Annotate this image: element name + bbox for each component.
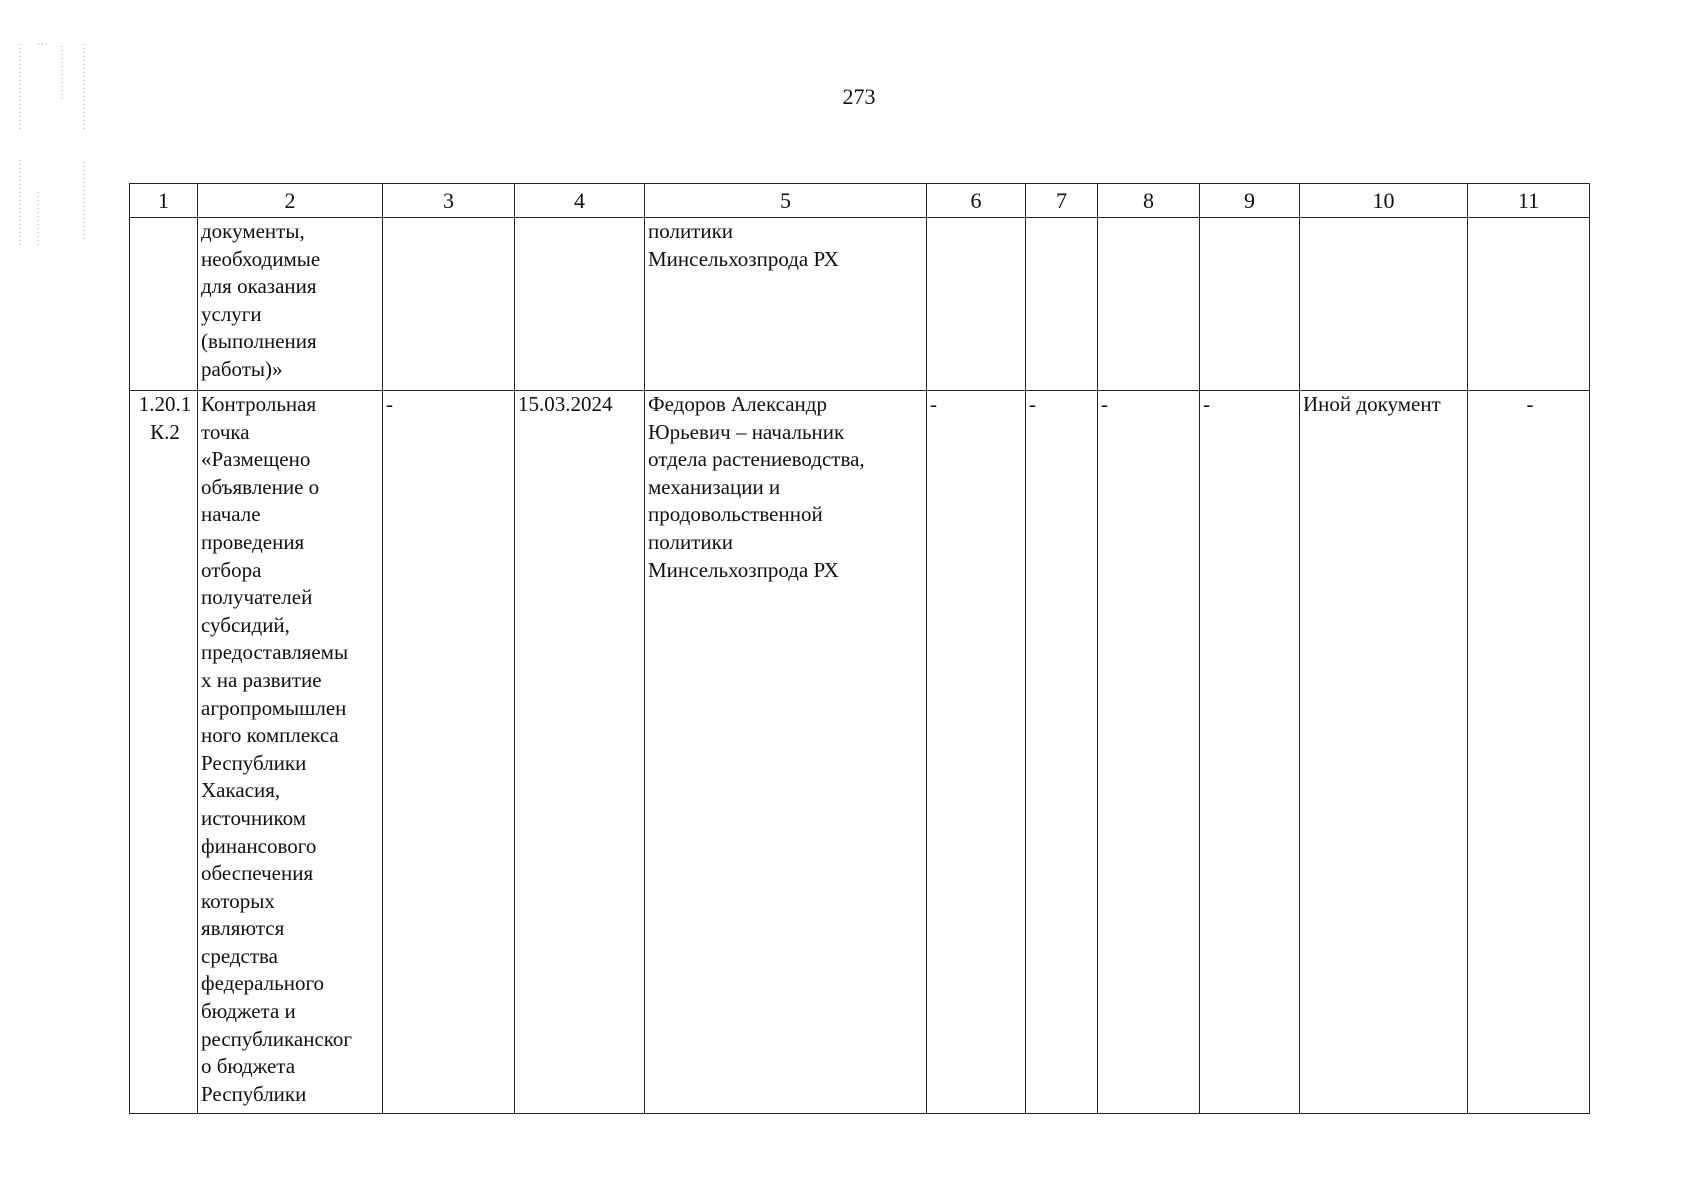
header-cell: 8 <box>1098 184 1200 218</box>
cell-col6: - <box>927 391 1026 1114</box>
cell-col7: - <box>1026 391 1098 1114</box>
cell-name: документы, необходимые для оказания услуги (выполнения работы)» <box>198 218 383 391</box>
document-table <box>129 183 1590 1114</box>
header-cell: 9 <box>1200 184 1300 218</box>
header-cell: 11 <box>1468 184 1590 218</box>
cell-document-type: Иной документ <box>1300 391 1468 1114</box>
cell-col9 <box>1200 218 1300 391</box>
cell-col8: - <box>1098 391 1200 1114</box>
table-row <box>130 391 1590 1114</box>
scan-margin-marks <box>18 42 90 252</box>
cell-number: 1.20.1 К.2 <box>130 391 198 1114</box>
cell-number <box>130 218 198 391</box>
cell-responsible: политики Минсельхозпрода РХ <box>645 218 927 391</box>
cell-date: 15.03.2024 <box>515 391 645 1114</box>
header-cell: 1 <box>130 184 198 218</box>
cell-col9: - <box>1200 391 1300 1114</box>
cell-col3 <box>383 218 515 391</box>
page-number: 273 <box>842 84 876 109</box>
cell-date <box>515 218 645 391</box>
cell-col3: - <box>383 391 515 1114</box>
header-cell: 7 <box>1026 184 1098 218</box>
cell-col11: - <box>1468 391 1590 1114</box>
cell-name: Контрольная точка «Размещено объявление о начале проведения отбора получателей субсидий, предоставляемы х на развитие агропромышлен ного комплекса Республики Хакасия, источником финансового обеспечения которых являются средства федерального бюджета и республиканског о бюджета Республики <box>198 391 383 1114</box>
header-cell: 6 <box>927 184 1026 218</box>
cell-col8 <box>1098 218 1200 391</box>
cell-document-type <box>1300 218 1468 391</box>
header-cell: 2 <box>198 184 383 218</box>
cell-responsible: Федоров Александр Юрьевич – начальник отдела растениеводства, механизации и продовольственной политики Минсельхозпрода РХ <box>645 391 927 1114</box>
header-cell: 3 <box>383 184 515 218</box>
cell-col11 <box>1468 218 1590 391</box>
header-cell: 10 <box>1300 184 1468 218</box>
header-row <box>130 184 1590 218</box>
table-row <box>130 218 1590 391</box>
cell-col7 <box>1026 218 1098 391</box>
cell-col6 <box>927 218 1026 391</box>
header-cell: 4 <box>515 184 645 218</box>
header-cell: 5 <box>645 184 927 218</box>
